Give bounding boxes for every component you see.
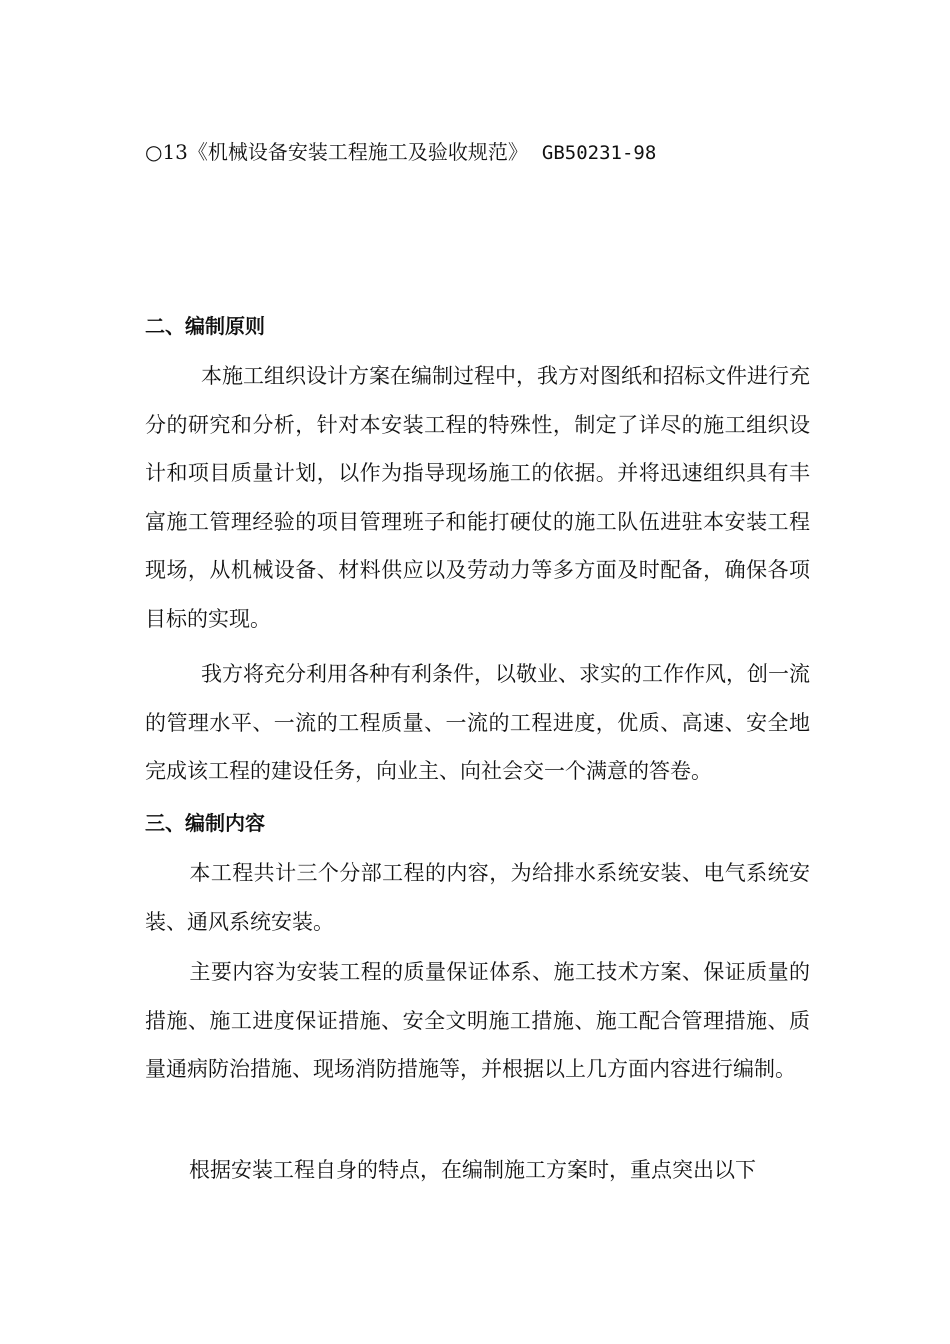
- paragraph-text: 本工程共计三个分部工程的内容，为给排水系统安装、电气系统安装、通风系统安装。: [145, 861, 810, 934]
- paragraph-text: 本施工组织设计方案在编制过程中，我方对图纸和招标文件进行充分的研究和分析，针对本安装工程的特殊性，制定了详尽的施工组织设计和项目质量计划，以作为指导现场施工的依据。并将迅速组织具有丰富施工管理经验的项目管理班子和能打硬仗的施工队伍进驻本安装工程现场，从机械设备、材料供应以及劳动力等多方面及时配备，确保各项目标的实现。: [145, 364, 810, 631]
- paragraph-contents-1: [145, 849, 810, 946]
- paragraph-contents-2: [145, 948, 810, 1094]
- section-heading-principles: 二、编制原则: [145, 314, 265, 338]
- paragraph-text: 根据安装工程自身的特点，在编制施工方案时，重点突出以下: [189, 1158, 756, 1182]
- paragraph-contents-3: [145, 1146, 810, 1195]
- reference-code: GB50231-98: [541, 142, 657, 164]
- reference-title: 《机械设备安装工程施工及验收规范》: [187, 140, 528, 164]
- paragraph-principles-1: [145, 352, 810, 643]
- paragraph-text: 主要内容为安装工程的质量保证体系、施工技术方案、保证质量的措施、施工进度保证措施、安全文明施工措施、施工配合管理措施、质量通病防治措施、现场消防措施等，并根据以上几方面内容进行编制。: [145, 960, 810, 1081]
- reference-line: [145, 136, 845, 169]
- paragraph-principles-2: [145, 650, 810, 796]
- section-heading-contents: 三、编制内容: [145, 811, 265, 835]
- paragraph-text: 我方将充分利用各种有利条件，以敬业、求实的工作作风，创一流的管理水平、一流的工程质量、一流的工程进度，优质、高速、安全地完成该工程的建设任务，向业主、向社会交一个满意的答卷。: [145, 662, 810, 783]
- circle-bullet-icon: ○: [145, 140, 163, 164]
- reference-number: 13: [162, 140, 188, 164]
